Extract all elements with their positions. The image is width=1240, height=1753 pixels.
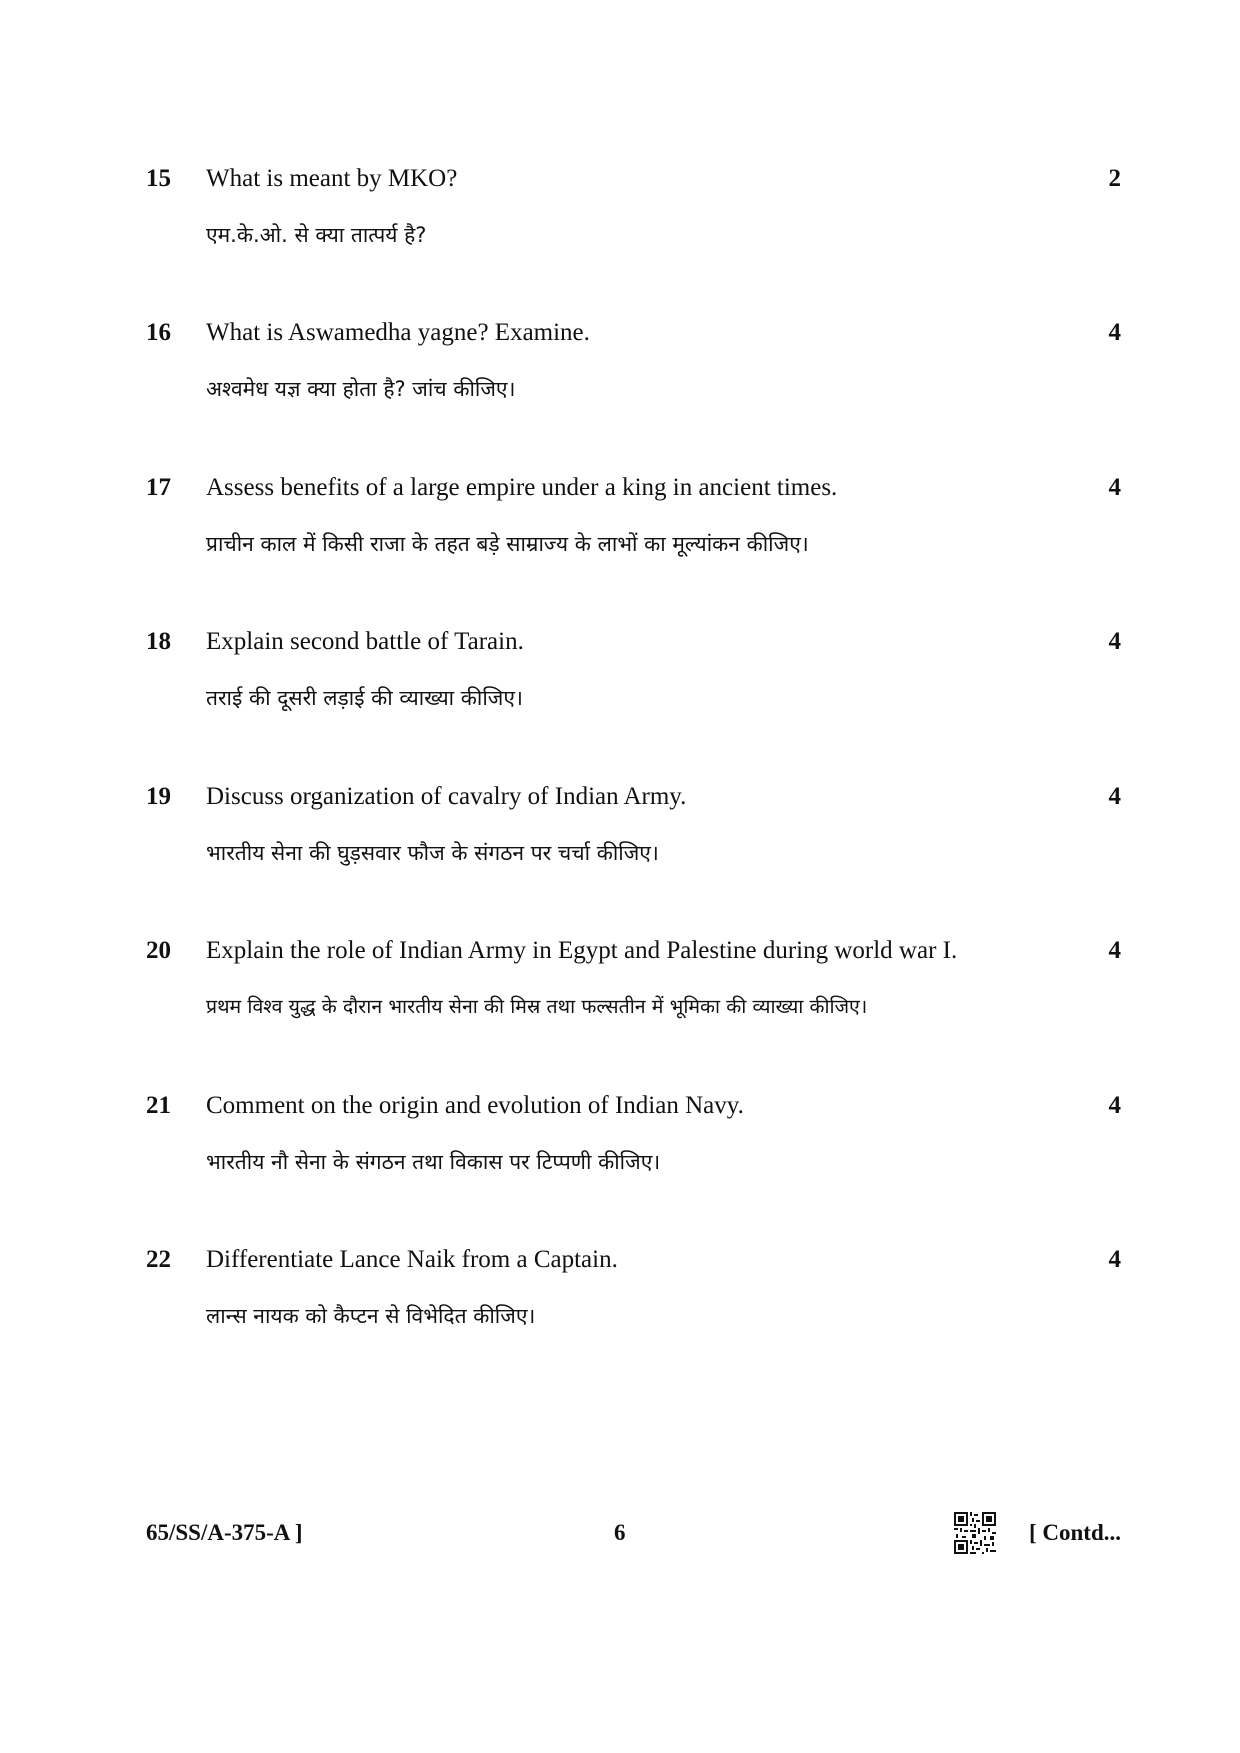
question-text-hindi: एम.के.ओ. से क्या तात्पर्य है?: [206, 223, 427, 247]
question-marks: 4: [1108, 474, 1121, 501]
question-number: 18: [146, 628, 171, 655]
paper-code: 65/SS/A-375-A ]: [146, 1520, 303, 1545]
question-text-english: Assess benefits of a large empire under a king in ancient times.: [206, 474, 838, 501]
question-text-english: Differentiate Lance Naik from a Captain.: [206, 1246, 618, 1273]
question-number: 16: [146, 319, 171, 346]
question-text-hindi: प्रथम विश्व युद्ध के दौरान भारतीय सेना की मिस्र तथा फल्सतीन में भूमिका की व्याख्या कीजिए।: [206, 995, 868, 1018]
question-text-hindi: लान्स नायक को कैप्टन से विभेदित कीजिए।: [206, 1304, 536, 1328]
question-text-hindi: अश्वमेध यज्ञ क्या होता है? जांच कीजिए।: [206, 377, 516, 401]
question-number: 17: [146, 474, 171, 501]
question-17: [146, 471, 1121, 591]
page-footer: [146, 1516, 1121, 1560]
question-22: [146, 1243, 1121, 1363]
question-marks: 4: [1108, 1092, 1121, 1119]
question-marks: 4: [1108, 628, 1121, 655]
question-text-english: What is Aswamedha yagne? Examine.: [206, 319, 590, 346]
question-16: [146, 316, 1121, 436]
question-number: 15: [146, 165, 171, 192]
question-text-english: Explain second battle of Tarain.: [206, 628, 524, 655]
question-19: [146, 780, 1121, 900]
question-marks: 4: [1108, 319, 1121, 346]
question-18: [146, 625, 1121, 745]
question-text-english: What is meant by MKO?: [206, 165, 458, 192]
question-15: [146, 162, 1121, 282]
question-20: [146, 934, 1121, 1054]
page-number: 6: [614, 1520, 626, 1545]
question-21: [146, 1089, 1121, 1209]
question-number: 19: [146, 783, 171, 810]
question-text-hindi: भारतीय नौ सेना के संगठन तथा विकास पर टिप्पणी कीजिए।: [206, 1150, 661, 1174]
question-marks: 2: [1108, 165, 1121, 192]
question-text-english: Comment on the origin and evolution of Indian Navy.: [206, 1092, 744, 1119]
question-marks: 4: [1108, 783, 1121, 810]
continued-label: [ Contd...: [1028, 1520, 1121, 1545]
question-text-hindi: भारतीय सेना की घुड़सवार फौज के संगठन पर चर्चा कीजिए।: [206, 841, 659, 865]
question-number: 20: [146, 937, 171, 964]
question-text-hindi: प्राचीन काल में किसी राजा के तहत बड़े साम्राज्य के लाभों का मूल्यांकन कीजिए।: [206, 532, 809, 556]
question-text-hindi: तराई की दूसरी लड़ाई की व्याख्या कीजिए।: [206, 686, 523, 710]
question-text-english: Explain the role of Indian Army in Egypt and Palestine during world war I.: [206, 937, 958, 964]
question-marks: 4: [1108, 937, 1121, 964]
question-marks: 4: [1108, 1246, 1121, 1273]
question-number: 21: [146, 1092, 171, 1119]
question-text-english: Discuss organization of cavalry of Indian Army.: [206, 783, 687, 810]
qr-code-icon: [954, 1512, 996, 1554]
question-number: 22: [146, 1246, 171, 1273]
